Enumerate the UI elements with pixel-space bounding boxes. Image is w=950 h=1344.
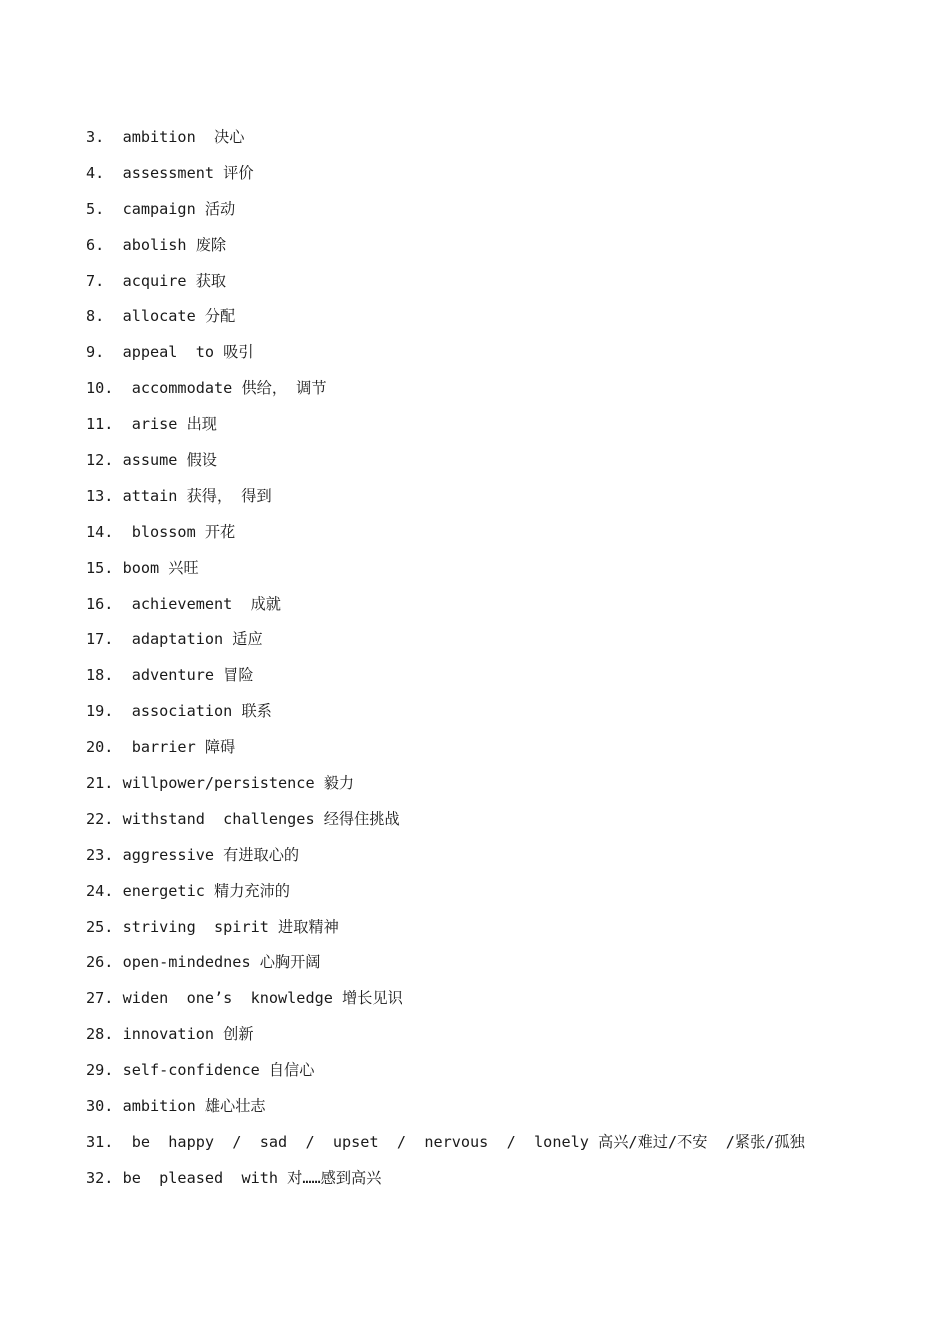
list-item: 8. allocate 分配: [86, 307, 236, 326]
list-item: 4. assessment 评价: [86, 163, 254, 182]
list-item: 29. self-confidence 自信心: [86, 1061, 315, 1080]
list-item: 7. acquire 获取: [86, 271, 227, 290]
list-item: 23. aggressive 有进取心的: [86, 845, 300, 864]
list-item: 3. ambition 决心: [86, 128, 245, 146]
list-item: 9. appeal to 吸引: [86, 343, 254, 362]
list-item: 17. adaptation 适应: [86, 630, 263, 649]
vocabulary-list: [86, 124, 805, 1201]
list-item: 12. assume 假设: [86, 451, 217, 470]
list-item: 16. achievement 成就: [86, 594, 281, 613]
list-item: 31. be happy / sad / upset / nervous / lonely 高兴/难过/不安 /紧张/孤独: [86, 1132, 805, 1151]
list-item: 24. energetic 精力充沛的: [86, 881, 290, 900]
list-item: 26. open-mindednes 心胸开阔: [86, 953, 321, 972]
list-item: 11. arise 出现: [86, 415, 217, 434]
list-item: 27. widen one’s knowledge 增长见识: [86, 989, 403, 1008]
list-item: 13. attain 获得， 得到: [86, 486, 272, 505]
list-item: 22. withstand challenges 经得住挑战: [86, 809, 400, 828]
list-item: 6. abolish 废除: [86, 235, 227, 254]
list-item: 25. striving spirit 进取精神: [86, 917, 339, 936]
list-item: 5. campaign 活动: [86, 199, 236, 218]
list-item: 20. barrier 障碍: [86, 738, 236, 757]
list-item: 19. association 联系: [86, 702, 272, 721]
list-item: 18. adventure 冒险: [86, 666, 254, 685]
list-item: 21. willpower/persistence 毅力: [86, 774, 355, 793]
list-item: 10. accommodate 供给， 调节: [86, 379, 327, 398]
list-item: 32. be pleased with 对……感到高兴: [86, 1168, 382, 1187]
list-item: 14. blossom 开花: [86, 522, 236, 541]
list-item: 28. innovation 创新: [86, 1025, 254, 1044]
list-item: 30. ambition 雄心壮志: [86, 1097, 266, 1116]
list-item: 15. boom 兴旺: [86, 558, 199, 577]
